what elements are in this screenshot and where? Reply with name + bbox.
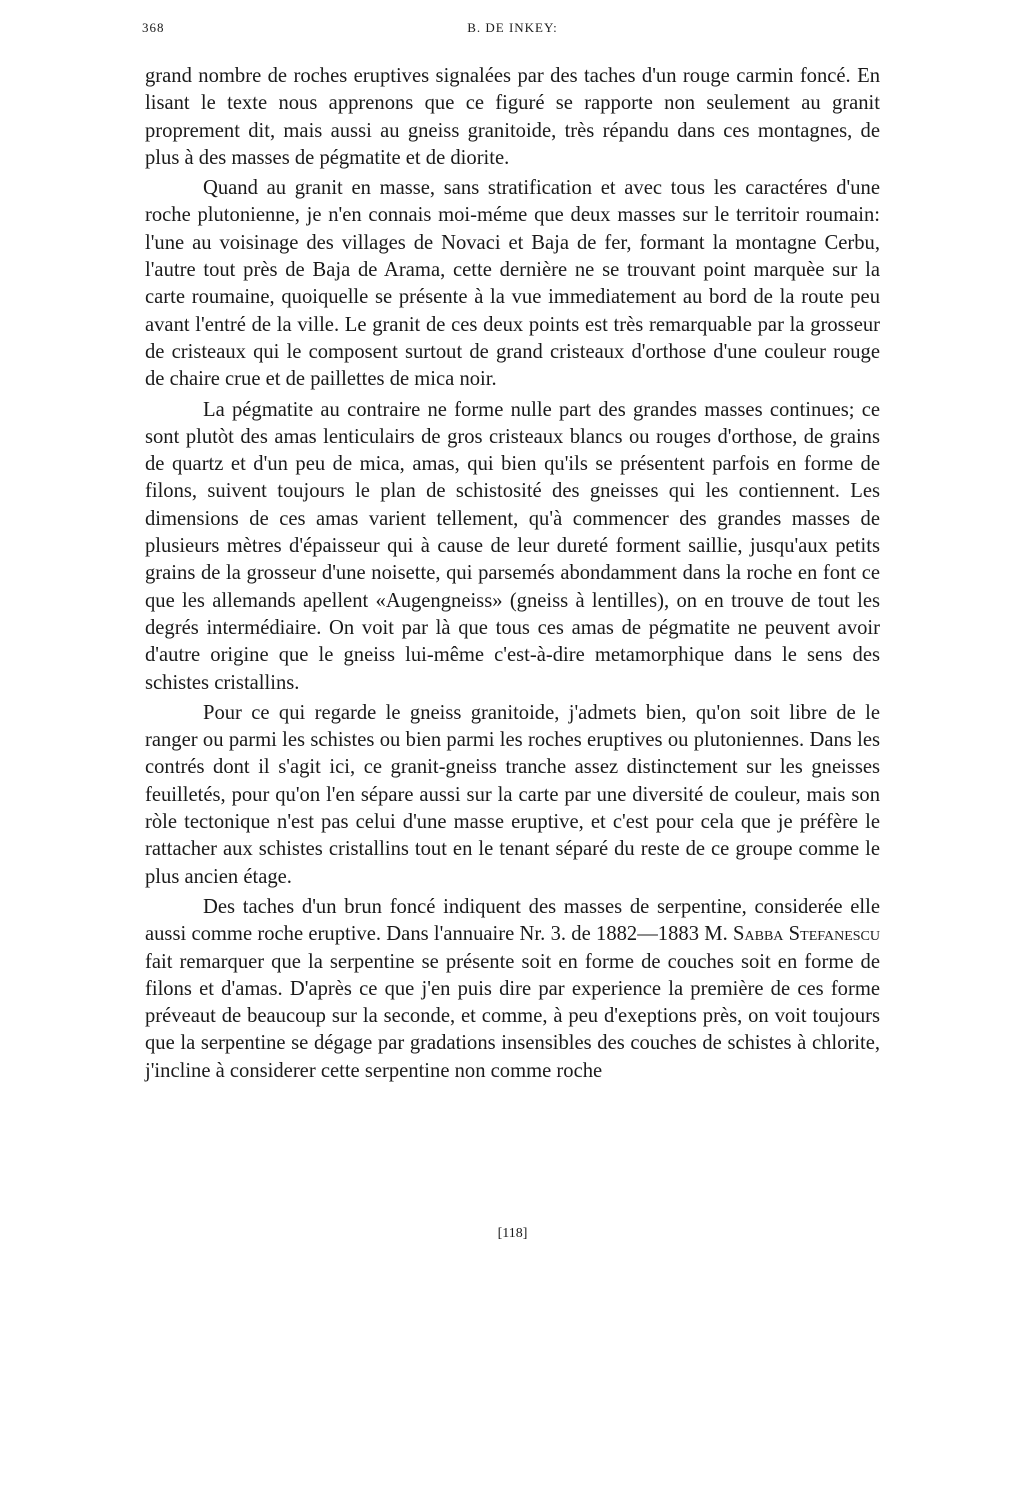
paragraph-2: Quand au granit en masse, sans stratification et avec tous les caractéres d'une roche plutonienne, je n'en connais moi-méme que deux masses sur le territoir roumain: l'une au voisinage des villages de Novaci et Baja de fer, formant la montagne Cerbu, l'autre tout près de Baja de Arama, cette dernière ne se trouvant point marquèe sur la carte roumaine, quoiquelle se présente à la vue immediatement au bord de la route peu avant l'entré de la ville. Le granit de ces deux points est très remarquable par la grosseur de cristeaux qui le composent surtout de grand cristeaux d'orthose d'une couleur rouge de chaire crue et de paillettes de mica noir.	[145, 177, 880, 391]
document-page	[142, 0, 880, 1491]
paragraph-5	[145, 894, 880, 1085]
page-number: 368	[142, 20, 165, 35]
body-text	[145, 63, 880, 1085]
paragraph-5-text-after: fait remarquer que la serpentine se présente soit en forme de couches soit en forme de filons et d'amas. D'après ce que j'en puis dire par experience la première de ces forme préveaut de beaucoup sur la seconde, et comme, à peu d'exeptions près, on voit toujours que la serpentine se dégage par gradations insensibles des couches de schistes à chlorite, j'incline à considerer cette serpentine non comme roche	[145, 950, 880, 1082]
paragraph-3: La pégmatite au contraire ne forme nulle part des grandes masses continues; ce sont plutòt des amas lenticulairs de gros cristeaux blancs ou rouges d'orthose, de grains de quartz et d'un peu de mica, amas, qui bien qu'ils se présentent parfois en forme de filons, suivent toujours le plan de schistosité des gneisses qui les contiennent. Les dimensions de ces amas varient tellement, qu'à commencer des grandes masses de plusieurs mètres d'épaisseur qui à cause de leur dureté forment saillie, jusqu'aux petits grains de la grosseur d'une noisette, qui parsemés abondamment dans la roche en font ce que les allemands apellent «Augengneiss» (gneiss à lentilles), on en trouve de tout les degrés intermédiaire. On voit par là que tous ces amas de pégmatite ne peuvent avoir d'autre origine que le gneiss lui-même c'est-à-dire metamorphique dans le sens des schistes cristallins.	[145, 398, 880, 694]
author-name: Sabba Stefanescu	[733, 923, 880, 946]
paragraph-1: grand nombre de roches eruptives signalées par des taches d'un rouge carmin foncé. En lisant le texte nous apprenons que ce figuré se rapporte non seulement au granit proprement dit, mais aussi au gneiss granitoide, très répandu dans ces montagnes, de plus à des masses de pégmatite et de diorite.	[145, 65, 880, 169]
running-head	[142, 20, 880, 40]
paragraph-5-text-before: Des taches d'un brun foncé indiquent des masses de serpentine, considerée elle aussi comme roche eruptive. Dans l'annuaire Nr. 3. de 1882—1883 M.	[145, 895, 880, 946]
paragraph-4: Pour ce qui regarde le gneiss granitoide, j'admets bien, qu'on soit libre de le ranger ou parmi les schistes ou bien parmi les roches eruptives ou plutoniennes. Dans les contrés dont il s'agit ici, ce granit-gneiss tranche assez distinctement sur les gneisses feuilletés, pour qu'on l'en sépare aussi sur la carte par une diversité de couleur, mais son ròle tectonique n'est pas celui d'une masse eruptive, et c'est pour cela que je préfère le rattacher aux schistes cristallins tout en le tenant séparé du reste de ce groupe comme le plus ancien étage.	[145, 701, 880, 888]
running-head-title: B. DE INKEY:	[467, 20, 558, 35]
page-reference: [118]	[497, 1226, 528, 1241]
